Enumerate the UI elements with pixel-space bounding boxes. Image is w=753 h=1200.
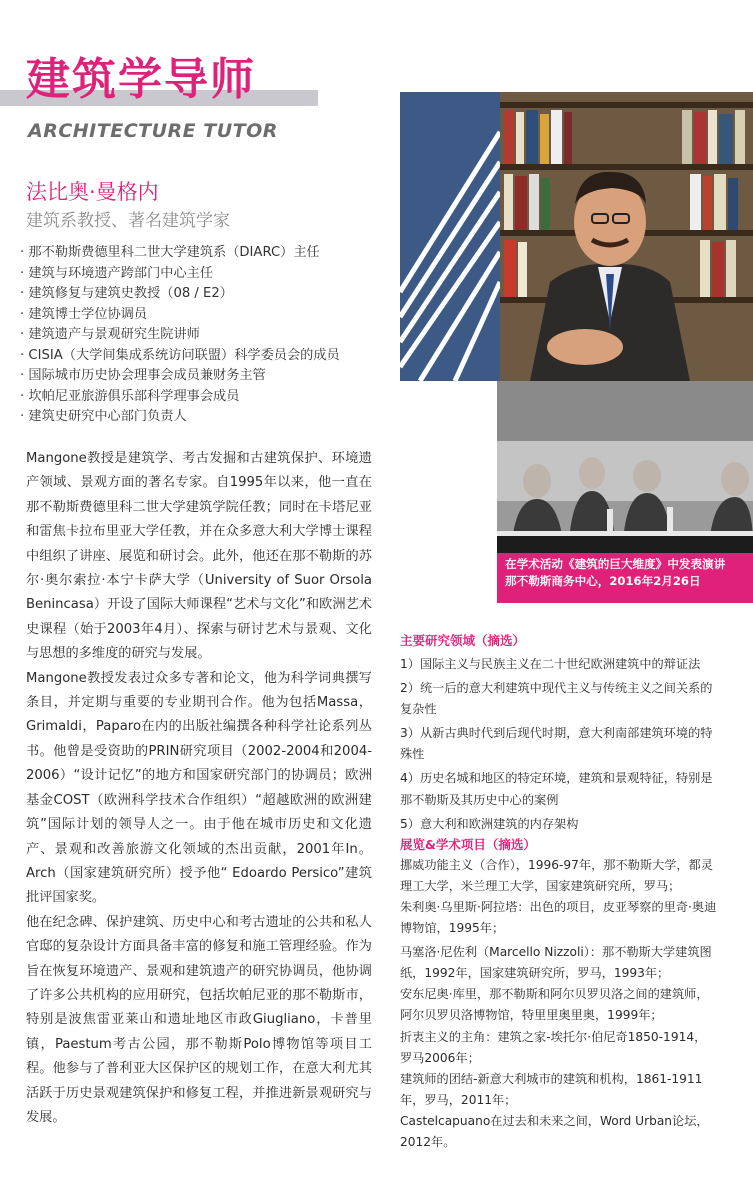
photo-frame: [400, 381, 497, 603]
exhibition-item: 折衷主义的主角：建筑之家-埃托尔·伯尼奇1850-1914，罗马2006年；: [400, 1029, 707, 1065]
bio-paragraph: Mangone教授发表过众多专著和论文，他为科学词典撰写条目，并定期与重要的专业期刊合作。他为包括Massa，Grimaldi，Paparo在内的出版社编撰各种科学社论系列丛书。他曾是受资助的PRIN研究项目（2002-2004和2004-2006）“设计记忆”的地方和国家研究部门的协调员；欧洲基金COST（欧洲科学技术合作组织）“超越欧洲的欧洲建筑”国际计划的领导人之一。由于他在城市历史和文化遗产、景观和改善旅游文化领域的杰出贡献，2001年In。Arch（国家建筑研究所）授予他“ Edoardo Persico”建筑批评国家奖。: [26, 670, 372, 906]
list-item: · 建筑博士学位协调员: [20, 305, 380, 326]
caption-line: 那不勒斯商务中心，2016年2月26日: [505, 574, 701, 588]
right-column: [400, 631, 718, 1153]
list-item: · 建筑史研究中心部门负责人: [20, 407, 380, 428]
exhibitions-heading: 展览&学术项目（摘选）: [400, 836, 536, 852]
research-heading: 主要研究领域（摘选）: [400, 633, 526, 648]
bio-paragraph: 他在纪念碑、保护建筑、历史中心和考古遗址的公共和私人官邸的复杂设计方面具备丰富的修复和施工管理经验。作为旨在恢复环境遗产、景观和建筑遗产的研究协调员，他协调了许多公共机构的应用研究，包括坎帕尼亚的那不勒斯市，特别是波焦雷亚莱山和遗址地区市政Giugliano，卡普里镇，Paestum考古公园，那不勒斯Polo博物馆等项目工程。他参与了普利亚大区保护区的规划工作，在意大利尤其活跃于历史景观建筑保护和修复工程，并推进新景观研究与发展。: [26, 914, 372, 1125]
research-item: 2）统一后的意大利建筑中现代主义与传统主义之间关系的复杂性: [400, 681, 713, 717]
person-subtitle: 建筑系教授、著名建筑学家: [26, 211, 230, 231]
roles-list: [20, 243, 380, 428]
list-item: · 国际城市历史协会理事会成员兼财务主管: [20, 366, 380, 387]
research-item: 5）意大利和欧洲建筑的内存架构: [400, 816, 579, 831]
exhibition-item: 安东尼奥·库里，那不勒斯和阿尔贝罗贝洛之间的建筑师，阿尔贝罗贝洛博物馆，特里里奥里奥，1999年；: [400, 987, 709, 1023]
biography: [26, 447, 372, 1130]
exhibition-item: 挪威功能主义（合作），1996-97年，那不勒斯大学，都灵理工大学，米兰理工大学，国家建筑研究所，罗马；: [400, 857, 713, 893]
photo-caption: [497, 553, 753, 603]
bio-paragraph: Mangone教授是建筑学、考古发掘和古建筑保护、环境遗产领域、景观方面的著名专家。自1995年以来，他一直在那不勒斯费德里科二世大学建筑学院任教；同时在卡塔尼亚和雷焦卡拉布里亚大学任教，并在众多意大利大学博士课程中组织了讲座、展览和研讨会。此外，他还在那不勒斯的苏尔·奥尔索拉·本宁卡萨大学（University of Suor Orsola Benincasa）开设了国际大师课程“艺术与文化”和欧洲艺术史课程（始于2003年4月）、探索与研讨艺术与景观、文化与思想的多维度的研究与发展。: [26, 451, 372, 662]
page-title: 建筑学导师: [26, 54, 256, 105]
research-item: 3）从新古典时代到后现代时期，意大利南部建筑环境的特殊性: [400, 726, 713, 762]
list-item: · 坎帕尼亚旅游俱乐部科学理事会成员: [20, 387, 380, 408]
exhibition-item: 建筑师的团结-新意大利城市的建筑和机构，1861-1911年，罗马，2011年；: [400, 1071, 703, 1107]
exhibition-item: 朱利奥·乌里斯·阿拉塔：出色的项目，皮亚琴察的里奇·奥迪博物馆，1995年；: [400, 899, 717, 936]
page-title-english: ARCHITECTURE TUTOR: [28, 120, 278, 142]
research-item: 1）国际主义与民族主义在二十世纪欧洲建筑中的辩证法: [400, 657, 701, 671]
list-item: · 建筑遗产与景观研究生院讲师: [20, 325, 380, 346]
list-item: · 那不勒斯费德里科二世大学建筑系（DIARC）主任: [20, 243, 380, 264]
caption-line: 在学术活动《建筑的巨大维度》中发表演讲: [505, 557, 726, 571]
list-item: · 建筑与环境遗产跨部门中心主任: [20, 264, 380, 285]
person-name: 法比奥·曼格内: [26, 180, 159, 204]
list-item: · CISIA（大学间集成系统访问联盟）科学委员会的成员: [20, 346, 380, 367]
research-item: 4）历史名城和地区的特定环境，建筑和景观特征，特别是那不勒斯及其历史中心的案例: [400, 771, 713, 807]
exhibition-item: 马塞洛·尼佐利（Marcello Nizzoli）：那不勒斯大学建筑图纸，1992年，国家建筑研究所，罗马，1993年；: [400, 945, 712, 981]
list-item: · 建筑修复与建筑史教授（08 / E2）: [20, 284, 380, 305]
portrait-photo: [400, 92, 753, 381]
exhibition-item: Castelcapuano在过去和未来之间，Word Urban论坛，2012年。: [400, 1113, 709, 1149]
